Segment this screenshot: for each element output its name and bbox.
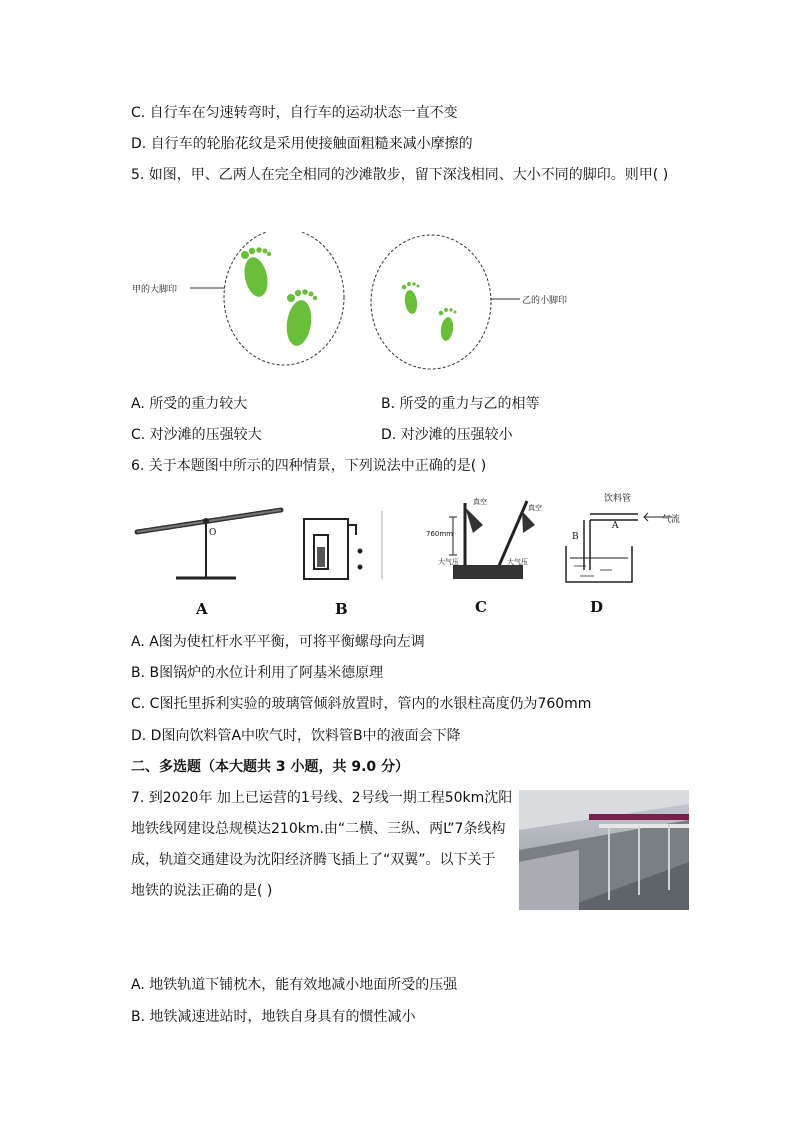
atm-label-left: 大气压 bbox=[438, 558, 459, 566]
right-footprint-label: 乙的小脚印 bbox=[522, 296, 568, 306]
q5-option-c: C. 对沙滩的压强较大 bbox=[131, 427, 262, 443]
q7-line-2: 地铁线网建设总规模达210km.由“二横、三纵、两L”7条线构 bbox=[131, 821, 506, 837]
straw-label: 饮料管 bbox=[604, 494, 632, 504]
lever-pivot-label: O bbox=[209, 528, 217, 538]
q7-line-4: 地铁的说法正确的是( ) bbox=[131, 883, 273, 899]
small-footprint-icon bbox=[439, 308, 457, 342]
big-footprint-icon bbox=[241, 247, 271, 299]
q5-option-d: D. 对沙滩的压强较小 bbox=[381, 427, 513, 443]
straw-b-label: B bbox=[572, 532, 579, 542]
left-dashed-circle bbox=[224, 232, 344, 365]
atm-label-right: 大气压 bbox=[507, 558, 528, 566]
q4-option-d: D. 自行车的轮胎花纹是采用使接触面粗糙来减小摩擦的 bbox=[131, 136, 473, 152]
footprints-figure bbox=[128, 232, 588, 382]
q7-line-1: 7. 到2020年 加上已运营的1号线、2号线一期工程50km沈阳 bbox=[131, 790, 513, 806]
q7-option-b: B. 地铁减速进站时，地铁自身具有的惯性减小 bbox=[131, 1009, 416, 1025]
q5-option-b: B. 所受的重力与乙的相等 bbox=[381, 396, 540, 412]
figure-letter-c: C bbox=[475, 598, 487, 616]
subway-station-photo bbox=[519, 790, 689, 910]
figure-letter-b: B bbox=[335, 600, 348, 618]
airflow-label: 气流 bbox=[662, 515, 681, 525]
vacuum-label-right: 真空 bbox=[528, 504, 542, 512]
q6-option-a: A. A图为使杠杆水平平衡，可将平衡螺母向左调 bbox=[131, 634, 425, 650]
figure-letter-d: D bbox=[590, 598, 604, 616]
vacuum-label-left: 真空 bbox=[473, 498, 487, 506]
right-dashed-circle bbox=[371, 235, 491, 369]
q6-option-c: C. C图托里拆利实验的玻璃管倾斜放置时，管内的水银柱高度仍为760mm bbox=[131, 696, 592, 712]
figure-letter-a: A bbox=[196, 600, 208, 618]
straw-a-label: A bbox=[612, 521, 619, 531]
height-label: 760mm bbox=[426, 530, 453, 538]
q5-stem: 5. 如图，甲、乙两人在完全相同的沙滩散步，留下深浅相同、大小不同的脚印。则甲( ) bbox=[131, 167, 669, 183]
section-title: 二、多选题（本大题共 3 小题，共 9.0 分） bbox=[131, 759, 410, 775]
q7-option-a: A. 地铁轨道下铺枕木，能有效地减小地面所受的压强 bbox=[131, 977, 458, 993]
q6-stem: 6. 关于本题图中所示的四种情景，下列说法中正确的是( ) bbox=[131, 458, 487, 474]
lever-figure bbox=[131, 500, 291, 590]
q6-option-d: D. D图向饮料管A中吹气时，饮料管B中的液面会下降 bbox=[131, 728, 461, 744]
left-footprint-label: 甲的大脚印 bbox=[132, 285, 178, 295]
q4-option-c: C. 自行车在匀速转弯时，自行车的运动状态一直不变 bbox=[131, 105, 458, 121]
q5-option-a: A. 所受的重力较大 bbox=[131, 396, 248, 412]
q7-line-3: 成，轨道交通建设为沈阳经济腾飞插上了“双翼”。以下关于 bbox=[131, 852, 496, 868]
big-footprint-icon bbox=[284, 289, 317, 347]
small-footprint-icon bbox=[402, 282, 420, 315]
q6-option-b: B. B图锅炉的水位计利用了阿基米德原理 bbox=[131, 665, 384, 681]
water-gauge-figure bbox=[300, 505, 390, 585]
